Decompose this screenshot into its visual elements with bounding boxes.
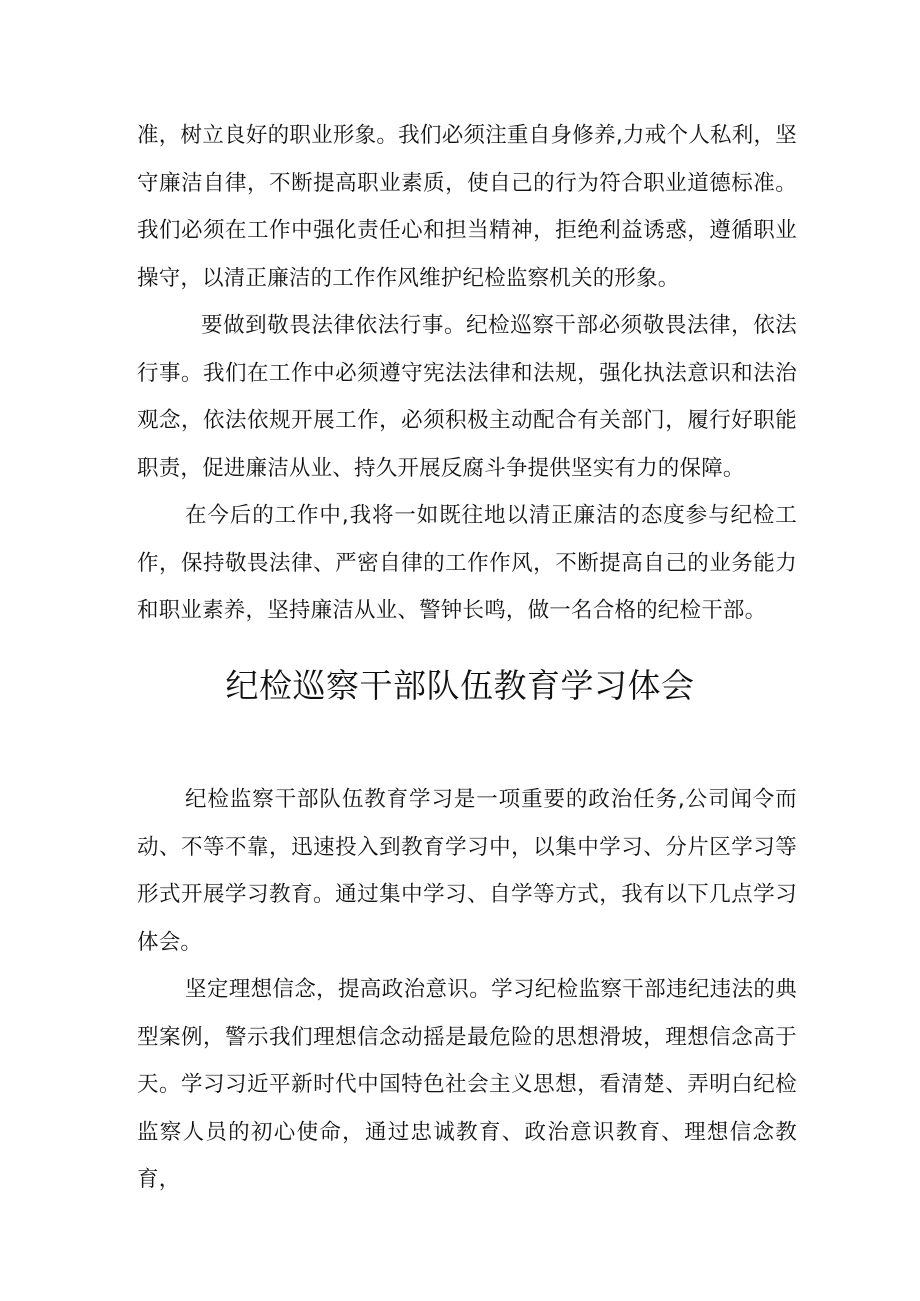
paragraph-education-intro: 纪检监察干部队伍教育学习是一项重要的政治任务,公司闻令而动、不等不靠，迅速投入到教育学习中，以集中学习、分片区学习等形式开展学习教育。通过集中学习、自学等方式，我有以下几点学习体会。 xyxy=(137,787,797,955)
paragraph-ideals-beliefs: 坚定理想信念，提高政治意识。学习纪检监察干部违纪违法的典型案例，警示我们理想信念动摇是最危险的思想滑坡，理想信念高于天。学习习近平新时代中国特色社会主义思想，看清楚、弄明白纪检监察人员的初心使命，通过忠诚教育、政治意识教育、理想信念教育， xyxy=(137,977,797,1192)
paragraph-future-work: 在今后的工作中,我将一如既往地以清正廉洁的态度参与纪检工作，保持敬畏法律、严密自律的工作作风，不断提高自己的业务能力和职业素养，坚持廉洁从业、警钟长鸣，做一名合格的纪检干部。 xyxy=(137,503,797,623)
paragraph-professional-image: 准，树立良好的职业形象。我们必须注重自身修养,力戒个人私利，坚守廉洁自律，不断提高职业素质，使自己的行为符合职业道德标准。我们必须在工作中强化责任心和担当精神，拒绝利益诱惑，遵循职业操守，以清正廉洁的工作作风维护纪检监察机关的形象。 xyxy=(137,123,797,291)
paragraph-respect-law: 要做到敬畏法律依法行事。纪检巡察干部必须敬畏法律，依法行事。我们在工作中必须遵守宪法法律和法规，强化执法意识和法治观念，依法依规开展工作，必须积极主动配合有关部门，履行好职能职责，促进廉洁从业、持久开展反腐斗争提供坚实有力的保障。 xyxy=(137,313,797,481)
section-title: 纪检巡察干部队伍教育学习体会 xyxy=(225,666,695,705)
